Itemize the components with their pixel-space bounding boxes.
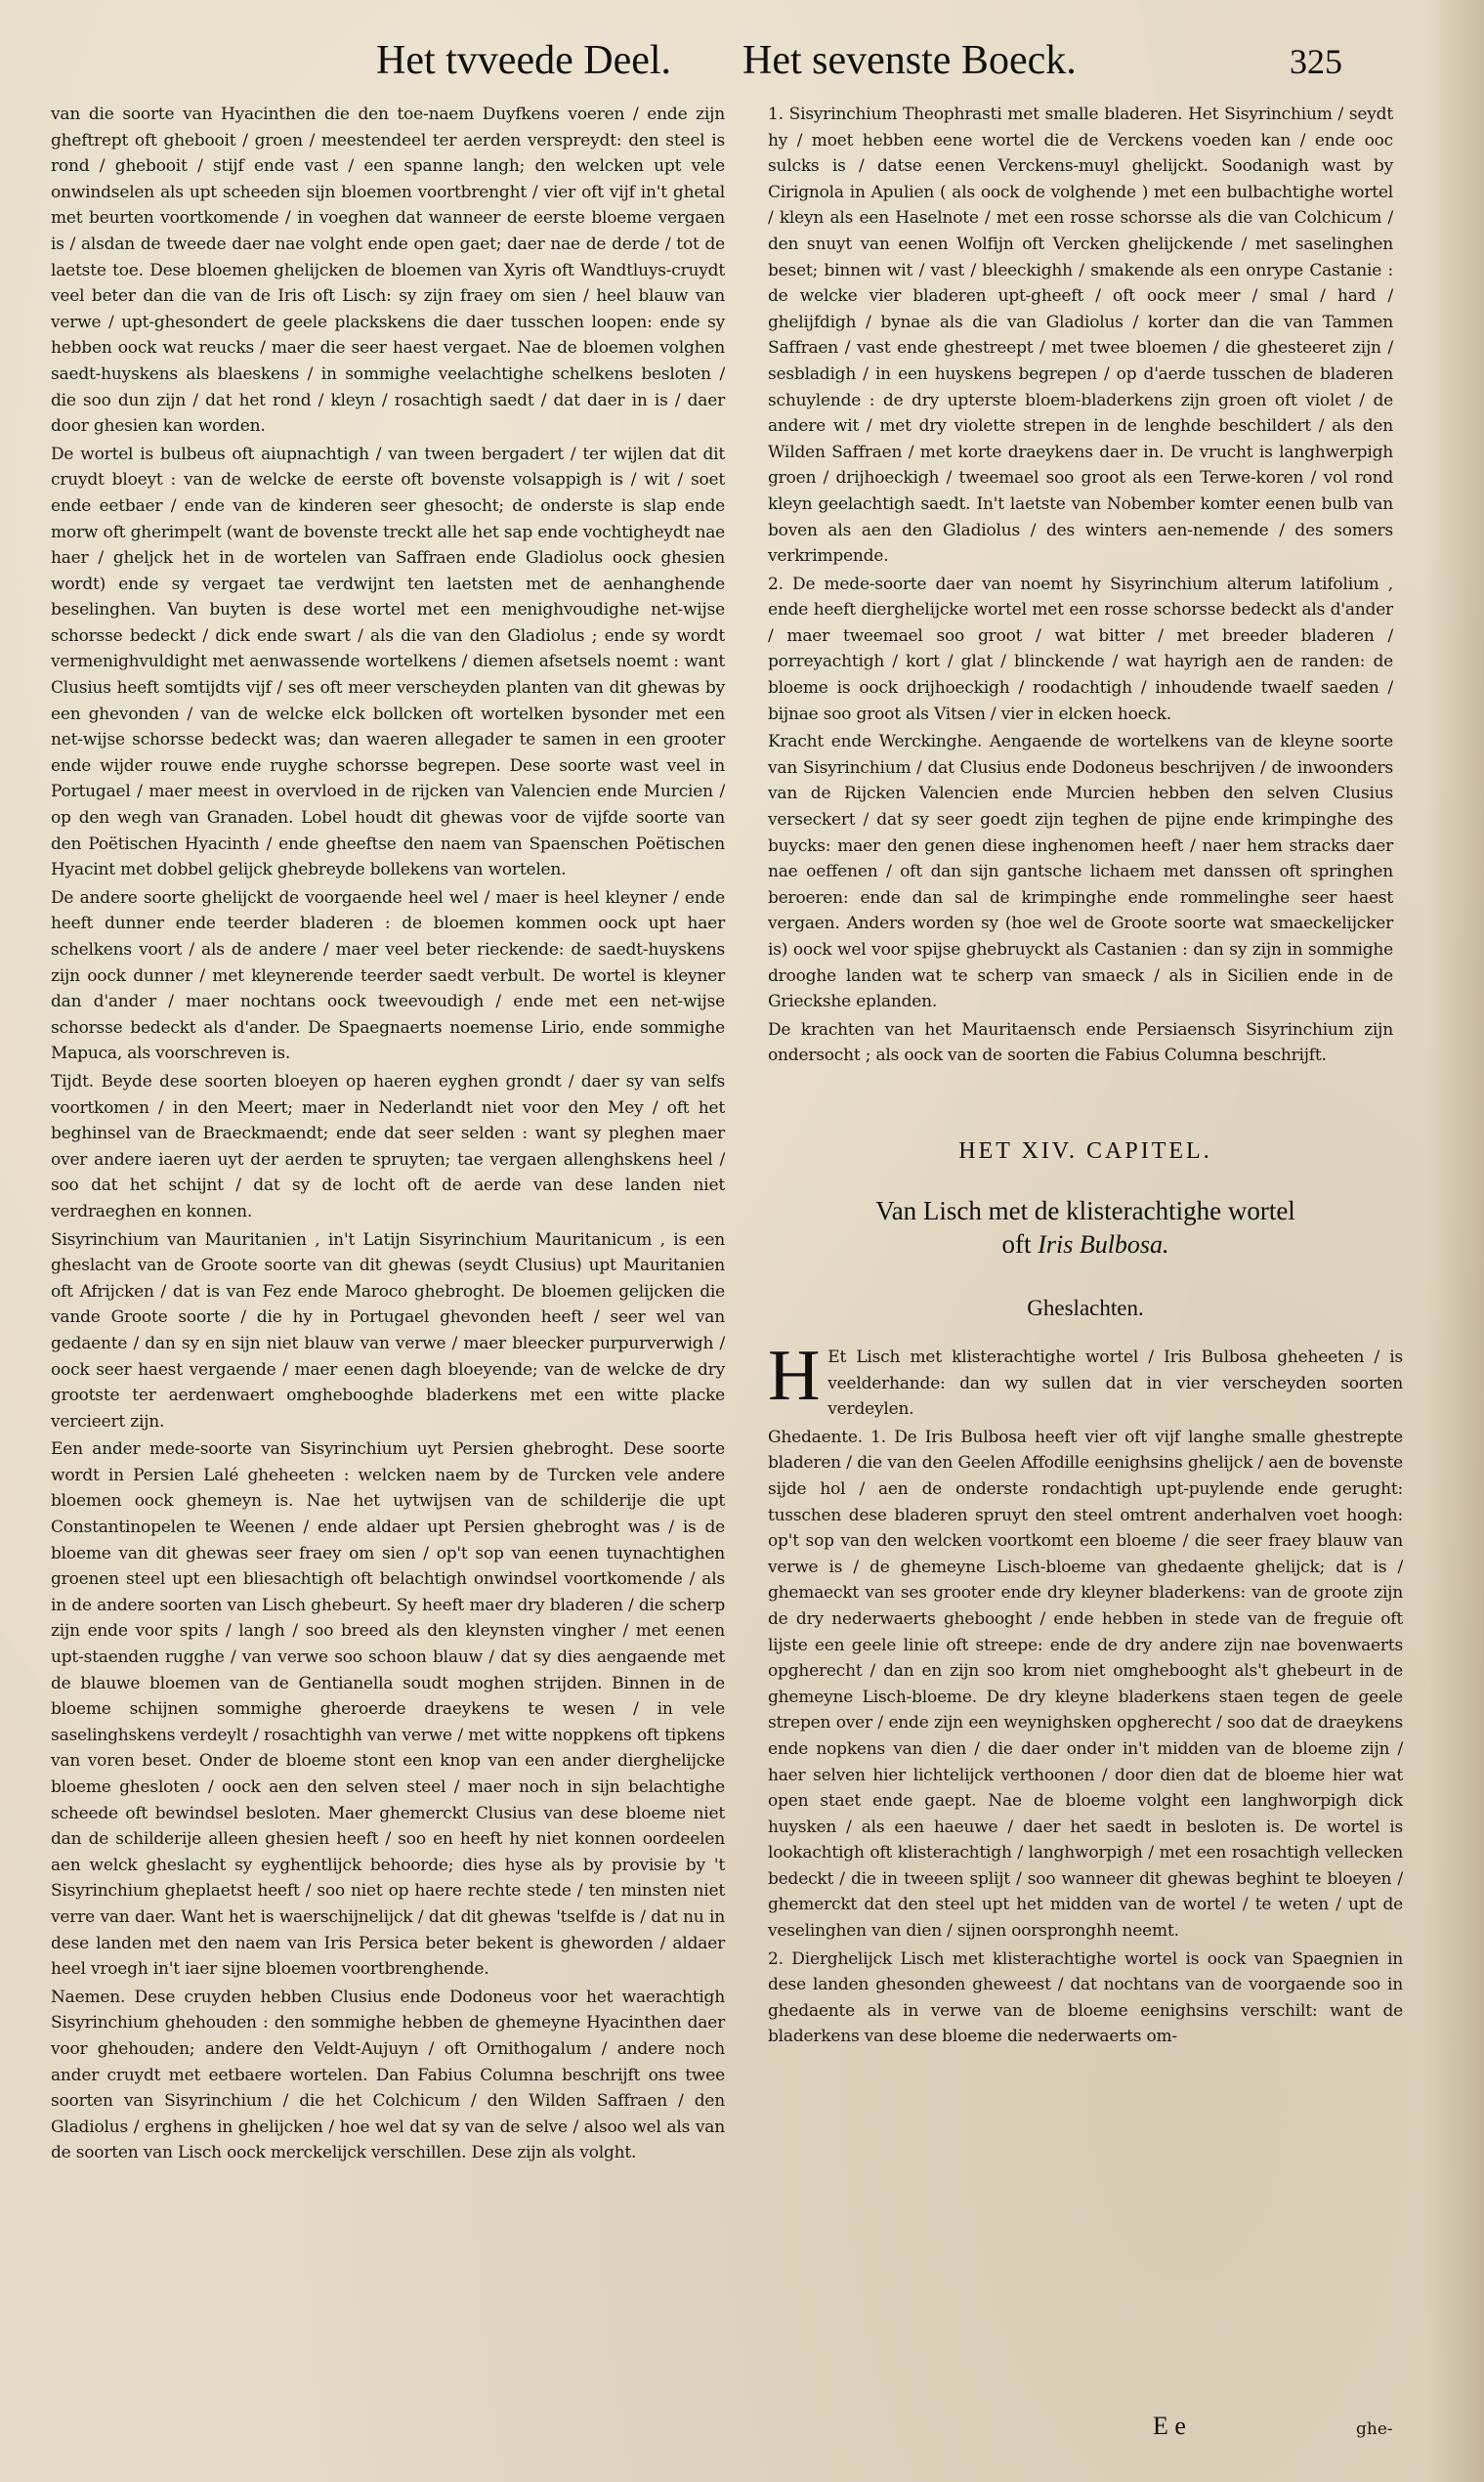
left-column bbox=[51, 102, 725, 2168]
page-edge-shadow bbox=[1426, 0, 1484, 2482]
chapter-subtitle-line2 bbox=[768, 1227, 1403, 1262]
paragraph: 1. Sisyrinchium Theophrasti met smalle bladeren. Het Sisyrinchium / seydt hy / moet hebben eene wortel die de Verckens voeden kan / ende ooc sulcks is / datse eenen Verckens-muyl ghelijckt. Soodanigh wast by Cirignola in Apulien ( als oock de volghende ) met een bulbachtighe wortel / kleyn als een Haselnote / met een rosse schorsse als die van Colchicum / den snuyt van eenen Wolfijn oft Vercken ghelijckende / met saselinghen beset; binnen wit / vast / bleeckighh / smakende als een onrype Castanie : de welcke vier bladeren upt-gheeft / oft oock meer / smal / hard / ghelijfdigh / bynae als die van Gladiolus / korter dan die van Tammen Saffraen / vast ende ghestreept / met twee bloemen / die ghesteeret zijn / sesbladigh / in een huyskens begrepen / op d'aerde tusschen de bladeren schuylende : de dry upterste bloem-bladerkens zijn groen oft violet / de andere wit / met dry violette strepen in de lenghde beschildert / als den Wilden Saffraen / met korte draeykens daer in. De vrucht is langhwerpigh groen / drijhoeckigh / tweemael soo groot als een Terwe-koren / vol rond kleyn geelachtigh saedt. In't laetste van Nobember komter eenen bulb van boven als aen den Gladiolus / des winters aen-nemende / des somers verkrimpende. bbox=[768, 105, 1393, 567]
running-header bbox=[0, 37, 1484, 96]
chapter-subtitle-line1: Van Lisch met de klisterachtighe wortel bbox=[875, 1196, 1295, 1225]
subtitle-italic: Iris Bulbosa. bbox=[1038, 1230, 1169, 1259]
paragraph: 2. Dierghelijck Lisch met klisterachtighe wortel is oock van Spaegnien in dese landen ghesonden gheweest / dat nochtans van de voorgaende soo in ghedaente als in verwe van de bloeme eenighsins verschilt: want de bladerkens van dese bloeme die nederwaerts om- bbox=[768, 1948, 1403, 2047]
catchword: ghe- bbox=[1356, 2419, 1393, 2439]
subtitle-prefix: oft bbox=[1001, 1229, 1032, 1259]
page-number: 325 bbox=[1290, 42, 1342, 81]
paragraph: Sisyrinchium van Mauritanien , in't Latijn Sisyrinchium Mauritanicum , is een gheslacht van de Groote soorte van dit ghewas (seydt Clusius) upt Mauritanien oft Afrijcken / dat is van Fez ende Maroco ghebroght. De bloemen gelijcken die vande Groote soorte / die hy in Portugael ghevonden heeft / seer wel van gedaente / dan sy en sijn niet blauw van verwe / maer bleecker purpurverwigh / oock seer haest vergaende / maer eenen dagh bloeyende; van de welcke de dry grootste ter aerdenwaert omghebooghde bladerkens met een witte placke vercieert zijn. bbox=[51, 1229, 725, 1432]
right-column-bottom bbox=[768, 1336, 1403, 2052]
paragraph-text: Et Lisch met klisterachtighe wortel / Iris Bulbosa gheheeten / is veelderhande: dan wy sullen dat in vier verscheyden soorten verdeylen. bbox=[827, 1348, 1403, 1420]
paragraph: Naemen. Dese cruyden hebben Clusius ende Dodoneus voor het waerachtigh Sisyrinchium ghehouden : den sommighe hebben de ghemeyne Hyacinthen daer voor ghehouden; andere den Veldt-Aujuyn / oft Ornithogalum / andere noch ander cruydt met eetbaere wortelen. Dan Fabius Columna beschrijft ons twee soorten van Sisyrinchium / die het Colchicum / den Wilden Saffraen / den Gladiolus / erghens in ghelijcken / hoe wel dat sy van de selve / alsoo wel als van de soorten van Lisch oock merckelijck verschillen. Dese zijn als volght. bbox=[51, 1987, 725, 2163]
chapter-title: HET XIV. CAPITEL. bbox=[958, 1138, 1212, 1164]
paragraph: Tijdt. Beyde dese soorten bloeyen op haeren eyghen grondt / daer sy van selfs voortkomen / in den Meert; maer in Nederlandt niet voor den Mey / oft het beghinsel van de Braeckmaendt; ende dat seer selden : want sy pleghen maer over andere iaeren uyt der aerden te spruyten; tae vergaen allenghskens heel / soo dat het schijnt / dat sy de locht oft de aerde van dese landen niet verdraeghen en konnen. bbox=[51, 1071, 725, 1221]
header-part-title: Het tvveede Deel. bbox=[376, 38, 672, 83]
paragraph: Een ander mede-soorte van Sisyrinchium uyt Persien ghebroght. Dese soorte wordt in Persien Lalé gheheeten : welcken naem by de Turcken vele andere bloemen oock ghemeyn is. Nae het uytwijsen van de schilderije die upt Constantinopelen te Weenen / ende aldaer upt Persien ghebroght was / is de bloeme van dit ghewas seer fraey om sien / op't sop van eenen tuynachtighen groenen steel upt een bliesachtigh oft belachtigh onwindsel voortkomende / als in de andere soorten van Lisch ghebeurt. Sy heeft maer dry bladeren / die scherp zijn ende voor spits / langh / soo breed als den kleynsten vingher / met eenen upt-staenden rugghe / van verwe soo schoon blauw / dat sy dies aengaende met de blauwe bloemen van de Gentianella soudt moghen strijden. Binnen in de bloeme schijnen sommighe gheroerde draeykens te wesen / in vele saselinghskens verdeylt / rosachtighh van verwe / met witte noppkens oft tipkens van voren beset. Onder de bloeme stont een knop van een ander dierghelijcke bloeme ghesloten / oock aen den selven steel / maer noch in sijn belachtighe scheede oft bewindsel besloten. Maer ghemerckt Clusius van dese bloeme niet dan de schilderije alleen ghesien heeft / soo en heeft hy niet konnen oordeelen aen welck gheslacht sy eyghentlijck behoorde; dies hyse als by provisie by 't Sisyrinchium gheplaetst heeft / soo niet op haere rechte stede / ten minsten niet verre van daer. Want het is waerschijnelijck / dat dit ghewas 'tselfde is / dat nu in dese landen met den naem van Iris Persica beter bekent is gheworden / aldaer heel vroegh in't iaer sijne bloemen voortbrenghende. bbox=[51, 1439, 725, 1980]
paragraph: Ghedaente. 1. De Iris Bulbosa heeft vier oft vijf langhe smalle ghestrepte bladeren / die van den Geelen Affodille eenighsins ghelijck / aen de bovenste sijde hol / aen de onderste rondachtigh upt-puylende ende gerught: tusschen dese bladeren spruyt den steel omtrent anderhalven voet hoogh: op't sop van den welcken voortkomt een bloeme / die seer fraey blauw van verwe is / de ghemeyne Lisch-bloeme van ghedaente ghelijck; dat is / ghemaeckt van ses grooter ende dry kleyner bladerkens: van de groote zijn de dry nederwaerts ghebooght / ende hebben in stede van de freguie oft lijste een geele linie oft streepe: ende de dry andere zijn nae bovenwaerts opgherecht / dan en zijn soo krom niet omghebooght als't ghebeurt in de ghemeyne Lisch-bloeme. De dry kleyne bladerkens staen tegen de geele strepen over / ende zijn een weynighsken opgherecht / soo dat de draeykens ende nopkens van dien / die daer onder in't midden van de bloeme zijn / haer selven hier lichtelijck verthoonen / door dien dat de bloeme hier wat open staet ende gaept. Nae de bloeme volght een langhworpigh dick huysken / als een haeuwe / daer het saedt in besloten is. De wortel is lookachtigh oft klisterachtigh / langhworpigh / met een rosachtigh vellecken bedeckt / die in tweeen splijt / soo wanneer dit ghewas beghint te bloeyen / ghemerckt dat den steel upt het midden van de wortel / te weten / upt de veselinghen van dien / sijnen oorspronghh neemt. bbox=[768, 1427, 1403, 1942]
paragraph: 2. De mede-soorte daer van noemt hy Sisyrinchium alterum latifolium , ende heeft dierghelijcke wortel met een rosse schorsse bedeckt als d'ander / maer tweemael soo groot / wat bitter / met breeder bladeren / porreyachtigh / kort / glat / blinckende / wat hayrigh aen de randen: de bloeme is oock drijhoeckigh / roodachtigh / inhoudende twaelf saeden / bijnae soo groot als Vitsen / vier in elcken hoeck. bbox=[768, 574, 1393, 724]
right-column-top bbox=[768, 102, 1393, 1071]
signature-mark: E e bbox=[1153, 2412, 1186, 2440]
paragraph bbox=[768, 1336, 1403, 1423]
paragraph: De andere soorte ghelijckt de voorgaende heel wel / maer is heel kleyner / ende heeft dunner ende teerder bladeren : de bloemen kommen oock upt haer schelkens voort / als de andere / maer veel beter rieckende: de saedt-huyskens zijn oock dunner / met kleynerende teerder saedt verbult. De wortel is kleyner dan d'ander / maer nochtans oock tweevoudigh / ende met een net-wijse schorsse bedeckt als d'ander. De Spaegnaerts noemense Lirio, ende sommighe Mapuca, als voorschreven is. bbox=[51, 887, 725, 1064]
drop-cap-initial: H bbox=[768, 1336, 821, 1416]
paragraph: van die soorte van Hyacinthen die den toe-naem Duyfkens voeren / ende zijn gheftrept oft ghebooit / groen / meestendeel ter aerden verspreydt: den steel is rond / ghebooit / stijf ende vast / een spanne langh; den welcken upt vele onwindselen als upt scheeden sijn bloemen voortbrenght / vier oft vijf in't ghetal met beurten voortkomende / in voeghen dat wanneer de eerste bloeme vergaen is / alsdan de tweede daer nae volght ende open gaet; daer nae de derde / tot de laetste toe. Dese bloemen ghelijcken de bloemen van Xyris oft Wandtluys-cruydt veel beter dan die van de Iris oft Lisch: sy zijn fraey om sien / heel blauw van verwe / upt-ghesondert de geele plackskens die daer tusschen loopen: ende sy hebben oock wat reucks / maer die seer haest vergaet. Nae de bloemen volghen saedt-huyskens als blaeskens / in sommighe veelachtighe schelkens besloten / die soo dun zijn / dat het rond / kleyn / rosachtigh saedt / dat daer in is / daer door ghesien kan worden. bbox=[51, 105, 725, 437]
chapter-subtitle bbox=[768, 1194, 1403, 1262]
header-book-title: Het sevenste Boeck. bbox=[742, 38, 1077, 83]
paragraph: De wortel is bulbeus oft aiupnachtigh / van tween bergadert / ter wijlen dat dit cruydt bloeyt : van de welcke de eerste oft bovenste volsappigh is / wit / soet ende eetbaer / ende van de kinderen seer ghesocht; de onderste is slap ende morw oft gherimpelt (want de bovenste treckt alle het sap ende vochtigheydt nae haer / gheljck het in de wortelen van Saffraen ende Gladiolus oock ghesien wordt) ende sy vergaet tae verdwijnt ten laetsten met de aenhanghende beselinghen. Van buyten is dese wortel met een menighvoudighe net-wijse schorsse bedeckt / dick ende swart / als die van den Gladiolus ; ende sy wordt vermenighvuldight met aenwassende wortelkens / diemen afsetsels noemt : want Clusius heeft somtijdts vijf / ses oft meer verscheyden planten van dit ghewas by een ghevonden / van de welcke elck bollcken oft wortelken bysonder met een net-wijse schorsse bedeckt was; dan waeren allegader te samen in een grooter ende wijder rouwe ende ruyghe schorsse begrepen. Dese soorte wast veel in Portugael / maer meest in overvloed in de rijcken van Valencien ende Murcien / op den wegh van Granaden. Lobel houdt dit ghewas voor de vijfde soorte van den Poëtischen Hyacinth / ende gheeftse den naem van Spaenschen Poëtischen Hyacint met dobbel gelijck ghebreyde bollekens van wortelen. bbox=[51, 444, 725, 880]
paragraph: Kracht ende Werckinghe. Aengaende de wortelkens van de kleyne soorte van Sisyrinchium / dat Clusius ende Dodoneus beschrijven / de inwoonders van de Rijcken Valencien ende Murcien hebben den selven Clusius verseckert / dat sy seer goedt zijn teghen de pijne ende krimpinghe des buycks: maer den genen diese inghenomen heeft / naer hem stracks daer nae oeffenen / oft dan sijn gantsche lichaem met danssen oft springhen beroeren: ende dan sal de krimpinghe ende rommelinghe seer haest vergaen. Anders worden sy (hoe wel de Groote soorte wat smaeckelijcker is) oock wel voor spijse ghebruyckt als Castanien : dan sy zijn in sommighe drooghe landen wat te scherp van smaeck / als in Sicilien ende in de Grieckshe eplanden. bbox=[768, 732, 1393, 1012]
section-heading: Gheslachten. bbox=[1027, 1296, 1144, 1320]
paragraph: De krachten van het Mauritaensch ende Persiaensch Sisyrinchium zijn ondersocht ; als oock van de soorten die Fabius Columna beschrijft. bbox=[768, 1019, 1393, 1066]
